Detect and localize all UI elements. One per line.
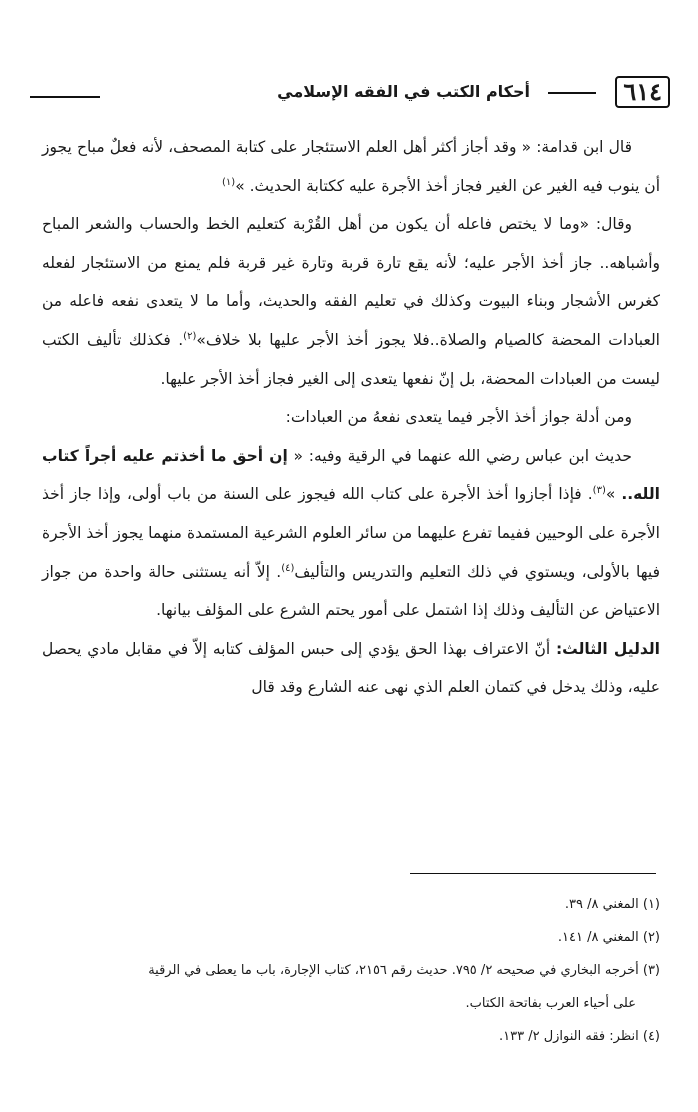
footnote-ref: (٢) [183, 330, 197, 342]
paragraph [42, 437, 660, 630]
page-header [30, 76, 670, 116]
paragraph-text: . إلاّ أنه يستثنى حالة واحدة من جواز الاعتياض عن التأليف وذلك إذا اشتمل على أمور يحتم الشرع على المؤلف بيانها. [42, 562, 660, 620]
footnote: (٢) المغني ٨/ ١٤١. [557, 930, 660, 945]
footnote-ref: (٣) [592, 485, 606, 497]
paragraph [42, 128, 660, 205]
paragraph [42, 630, 660, 707]
paragraph-text: أنّ الاعتراف بهذا الحق يؤدي إلى حبس المؤلف كتابه إلاّ في مقابل مادي يحصل عليه، وذلك يدخل في كتمان العلم الذي نهى عنه الشارع وقد قال [42, 639, 660, 697]
footnote: (٣) أخرجه البخاري في صحيحه ٢/ ٧٩٥. حديث رقم ٢١٥٦، كتاب الإجارة، باب ما يعطى في الرقية [148, 963, 660, 978]
footnote-divider [410, 873, 656, 874]
footnote: (٤) انظر: فقه النوازل ٢/ ١٣٣. [498, 1029, 660, 1044]
paragraph-text: » [605, 485, 622, 504]
header-rule [30, 96, 100, 98]
paragraph-text: . فإذا أجازوا أخذ الأجرة على كتاب الله فيجوز على السنة من باب أولى، وإذا جاز أخذ الأجرة على الوحيين ففيما تفرع عليهما من سائر العلوم الشرعية المستمدة منهما يجوز أخذ الأجرة فيها بالأولى، ويستوي في ذلك التعليم والتدريس والتأليف [42, 485, 660, 581]
footnote-continuation: على أحياء العرب بفاتحة الكتاب. [465, 996, 636, 1011]
paragraph-text: قال ابن قدامة: « وقد أجاز أكثر أهل العلم الاستئجار على كتابة المصحف، لأنه فعلٌ مباح يجوز أن ينوب فيه الغير عن الغير فجاز أخذ الأجرة عليه ككتابة الحديث. » [42, 138, 660, 195]
paragraph [42, 398, 660, 437]
header-rule [548, 92, 596, 94]
running-title: أحكام الكتب في الفقه الإسلامي [277, 82, 530, 101]
paragraph-text: حديث ابن عباس رضي الله عنهما في الرقية وفيه: « [287, 446, 632, 465]
hadith-quote: إن أحق ما أخذتم عليه أجراً كتاب الله.. [42, 446, 660, 504]
footnote-ref: (٤) [281, 562, 295, 574]
footnote-ref: (١) [222, 176, 236, 188]
main-text [42, 128, 660, 707]
page-number: ٦١٤ [615, 76, 670, 108]
paragraph-text: . فكذلك تأليف الكتب ليست من العبادات المحضة، بل إنّ نفعها يتعدى إلى الغير فجاز أخذ الأجر عليها. [42, 330, 660, 388]
footnote: (١) المغني ٨/ ٣٩. [564, 897, 660, 912]
section-label: الدليل الثالث: [555, 639, 660, 658]
paragraph [42, 205, 660, 398]
paragraph-text: وقال: «وما لا يختص فاعله أن يكون من أهل القُرْبة كتعليم الخط والحساب والشعر المباح وأشباهه.. جاز أخذ الأجر عليه؛ لأنه يقع تارة قربة وتارة غير قربة فلم يمنع من الاستئجار لفعله كغرس الأشجار وبناء البيوت وكذلك في تعليم الفقه والحديث، وأما ما لا يتعدى نفعه فاعله من العبادات المحضة كالصيام والصلاة..فلا يجوز أخذ الأجر عليها بلا خلاف» [42, 215, 660, 349]
paragraph-text: ومن أدلة جواز أخذ الأجر فيما يتعدى نفعهُ من العبادات: [285, 408, 632, 427]
footnotes [42, 888, 660, 1053]
